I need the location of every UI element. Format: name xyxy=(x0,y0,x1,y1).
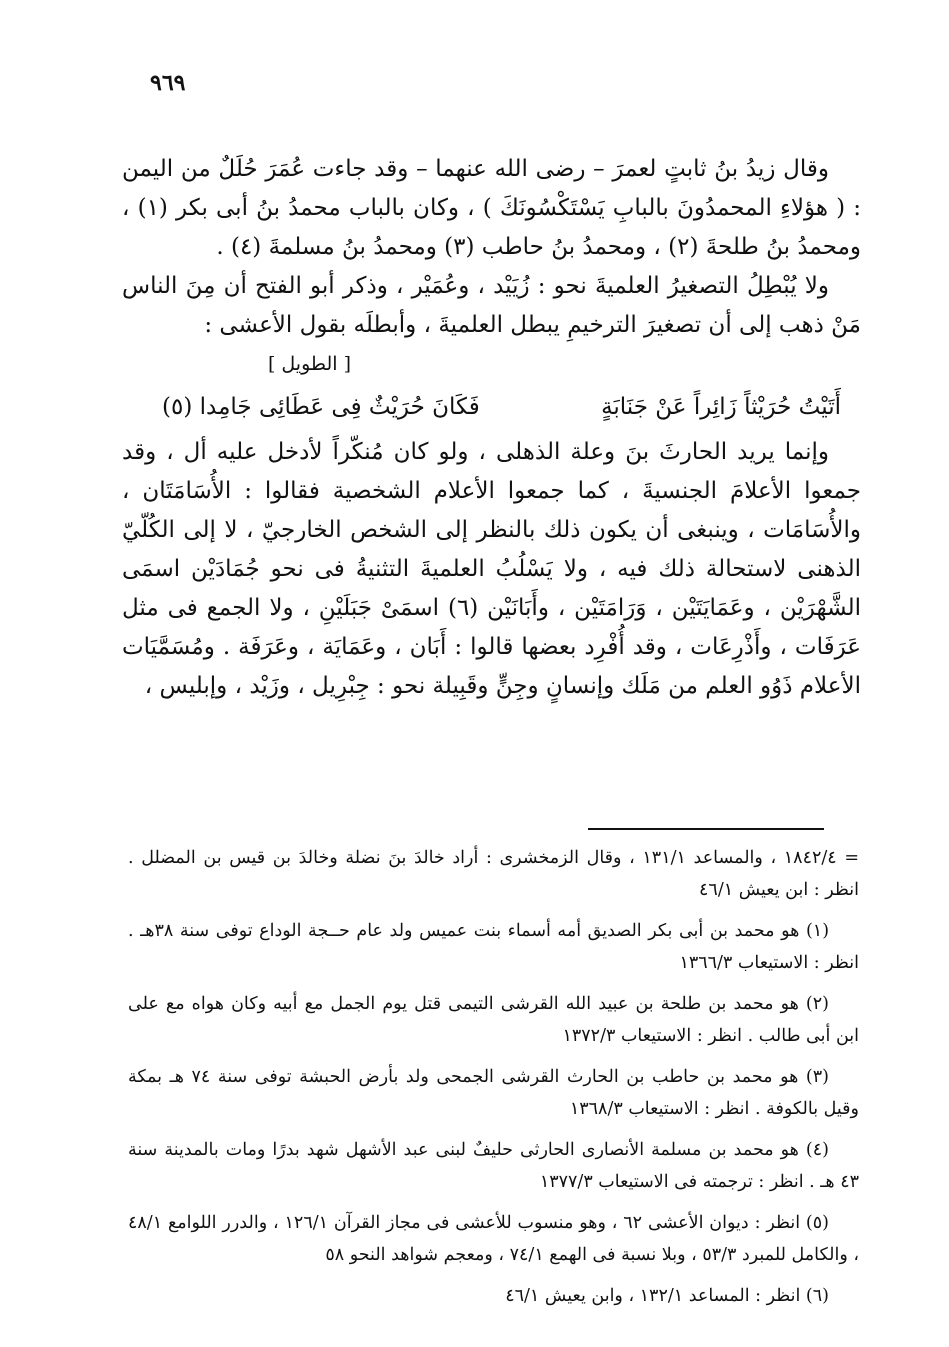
footnotes xyxy=(128,842,859,1321)
poetry-verse xyxy=(162,387,841,427)
verse-first-hemistich: أَتَيْتُ حُرَيْثاً زَائِراً عَنْ جَنَابَةٍ xyxy=(601,394,841,420)
footnote-4: (٤) هو محمد بن مسلمة الأنصارى الحارثى حليفٌ لبنى عبد الأشهل شهد بدرًا ومات بالمدينة سنة ٤٣ هـ . انظر : ترجمته فى الاستيعاب ١٣٧٧/٣ xyxy=(128,1140,859,1192)
footnote-3: (٣) هو محمد بن حاطب بن الحارث القرشى الجمحى ولد بأرض الحبشة توفى سنة ٧٤ هـ بمكة وقيل بالكوفة . انظر : الاستيعاب ١٣٦٨/٣ xyxy=(128,1067,859,1119)
footnote-1: (١) هو محمد بن أبى بكر الصديق أمه أسماء بنت عميس ولد عام حــجة الوداع توفى سنة ٣٨هـ . انظر : الاستيعاب ١٣٦٦/٣ xyxy=(128,921,859,973)
body-paragraph-1: وقال زيدُ بنُ ثابتٍ لعمرَ – رضى الله عنهما – وقد جاءت عُمَرَ حُلَلٌ من اليمن : ( هؤلاءِ المحمدُونَ بالبابِ يَسْتَكْسُونَكَ ) ، وكان بالباب محمدُ بنُ أبى بكر (١) ، ومحمدُ بنُ طلحةَ (٢) ، ومحمدُ بنُ حاطب (٣) ومحمدُ بنُ مسلمةَ (٤) . xyxy=(122,156,861,260)
body-paragraph-2: ولا يُبْطِلُ التصغيرُ العلميةَ نحو : زُيَيْد ، وعُمَيْر ، وذكر أبو الفتح أن مِنَ الناس مَنْ ذهب إلى أن تصغيرَ الترخيمِ يبطل العلميةَ ، وأبطلَه بقول الأعشى : xyxy=(122,273,861,338)
verse-meter-label: [ الطويل ] xyxy=(267,353,351,375)
main-text xyxy=(122,150,861,706)
footnote-continuation: = ١٨٤٢/٤ ، والمساعد ١٣١/١ ، وقال الزمخشرى : أراد خالدَ بنَ نضلة وخالدَ بن قيس بن المضلل . انظر : ابن يعيش ٤٦/١ xyxy=(128,848,859,900)
footnote-5: (٥) انظر : ديوان الأعشى ٦٢ ، وهو منسوب للأعشى فى مجاز القرآن ١٢٦/١ ، والدرر اللوامع ٤٨/١ ، والكامل للمبرد ٥٣/٣ ، وبلا نسبة فى الهمع ٧٤/١ ، ومعجم شواهد النحو ٥٨ xyxy=(128,1213,859,1265)
footnote-2: (٢) هو محمد بن طلحة بن عبيد الله القرشى التيمى قتل يوم الجمل مع أبيه وكان هواه مع على ابن أبى طالب . انظر : الاستيعاب ١٣٧٢/٣ xyxy=(128,994,859,1046)
body-paragraph-3: وإنما يريد الحارثَ بنَ وعلة الذهلى ، ولو كان مُنكّراً لأدخل عليه أل ، وقد جمعوا الأعلامَ الجنسيةَ ، كما جمعوا الأعلام الشخصية فقالوا : الأُسَامَتَان ، والأُسَامَات ، وينبغى أن يكون ذلك بالنظر إلى الشخص الخارجيّ ، لا إلى الكُلّيّ الذهنى لاستحالة ذلك فيه ، ولا يَسْلُبُ العلميةَ التثنيةُ فى نحو جُمَادَيْن اسمَى الشَّهْرَيْن ، وعَمَايَتَيْن ، وَرَامَتَيْن ، وأَبَانَيْن (٦) اسمَىْ جَبَلَيْنِ ، ولا الجمع فى مثل عَرَفَات ، وأَذْرِعَات ، وقد أُفْرِد بعضها قالوا : أَبَان ، وعَمَايَة ، وعَرَفَة . ومُسَمَّيَات الأعلام ذَوُو العلم من مَلَك وإنسانٍ وجِنٍّ وقَبِيلة نحو : جِبْرِيل ، وزَيْد ، وإبليس ، xyxy=(122,439,861,699)
footnote-separator xyxy=(588,828,824,830)
verse-second-hemistich: فَكَانَ حُرَيْثٌ فِى عَطَائِى جَامِدا (٥) xyxy=(162,394,480,420)
footnote-6: (٦) انظر : المساعد ١٣٢/١ ، وابن يعيش ٤٦/١ xyxy=(505,1286,829,1306)
page-number: ٩٦٩ xyxy=(150,70,186,96)
